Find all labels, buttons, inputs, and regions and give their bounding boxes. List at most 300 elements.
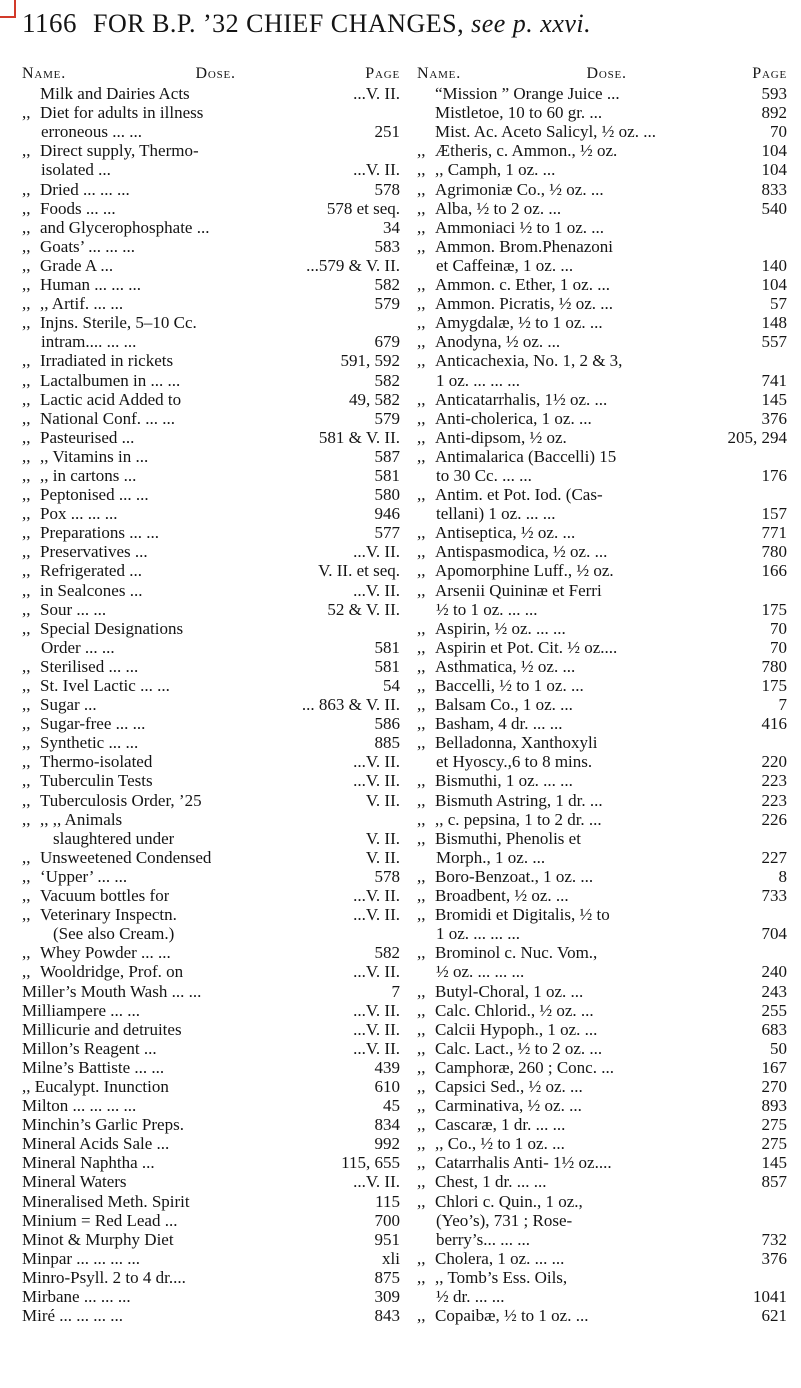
ditto-mark: ,, bbox=[22, 255, 31, 275]
index-entry bbox=[417, 1077, 787, 1096]
entry-text: Veterinary Inspectn. bbox=[40, 905, 177, 925]
index-entry bbox=[417, 771, 787, 790]
entry-page-ref: xli bbox=[382, 1248, 400, 1268]
entry-text: Dried ... ... ... bbox=[40, 179, 130, 199]
ditto-mark: ,, bbox=[417, 427, 426, 447]
entry-page-ref: 104 bbox=[761, 275, 787, 295]
entry-text: Cholera, 1 oz. ... ... bbox=[435, 1248, 565, 1268]
entry-text: ,, c. pepsina, 1 to 2 dr. ... bbox=[435, 809, 602, 829]
header-title: FOR B.P. ’32 CHIEF CHANGES, bbox=[93, 9, 472, 38]
entry-page-ref: 581 bbox=[374, 656, 400, 676]
index-entry bbox=[22, 1191, 400, 1210]
entry-text: Minium = Red Lead ... bbox=[22, 1210, 178, 1230]
ditto-mark: ,, bbox=[417, 1019, 426, 1039]
entry-text: berry’s... ... ... bbox=[436, 1229, 530, 1249]
entry-page-ref: 175 bbox=[761, 599, 787, 619]
entry-text: Bromidi et Digitalis, ½ to bbox=[435, 905, 610, 925]
entry-text: Antispasmodica, ½ oz. ... bbox=[435, 542, 608, 562]
entry-page-ref: 843 bbox=[374, 1306, 400, 1326]
index-entry bbox=[417, 275, 787, 294]
index-entry bbox=[22, 390, 400, 409]
ditto-mark: ,, bbox=[417, 236, 426, 256]
index-entry bbox=[22, 370, 400, 389]
ditto-mark: ,, bbox=[22, 599, 31, 619]
entry-text: St. Ivel Lactic ... ... bbox=[40, 676, 170, 695]
entry-page-ref: 683 bbox=[761, 1019, 787, 1039]
index-entry bbox=[22, 332, 400, 351]
ditto-mark: ,, bbox=[22, 943, 31, 963]
entry-text: 1 oz. ... ... ... bbox=[436, 924, 521, 944]
entry-text: to 30 Cc. ... ... bbox=[436, 465, 532, 485]
entry-text: Capsici Sed., ½ oz. ... bbox=[435, 1076, 583, 1096]
index-entry bbox=[417, 390, 787, 409]
entry-text: Pox ... ... ... bbox=[40, 504, 118, 524]
entry-text: Sugar-free ... ... bbox=[40, 714, 146, 734]
ditto-mark: ,, bbox=[417, 351, 426, 371]
index-entry bbox=[417, 600, 787, 619]
ditto-mark: ,, bbox=[22, 656, 31, 676]
ditto-mark: ,, bbox=[22, 905, 31, 925]
index-entry bbox=[417, 886, 787, 905]
entry-page-ref: 270 bbox=[761, 1076, 787, 1096]
entry-text: Direct supply, Thermo- bbox=[40, 141, 199, 161]
index-entry bbox=[22, 867, 400, 886]
ditto-mark: ,, bbox=[22, 485, 31, 505]
entry-text: isolated ... bbox=[41, 160, 111, 180]
entry-page-ref: 583 bbox=[374, 236, 400, 256]
entry-page-ref: 700 bbox=[374, 1210, 400, 1230]
ditto-mark: ,, bbox=[417, 1000, 426, 1020]
ditto-mark: ,, bbox=[22, 809, 31, 829]
ditto-mark: ,, bbox=[417, 160, 426, 180]
ditto-mark: ,, bbox=[22, 351, 31, 371]
index-entry bbox=[417, 1287, 787, 1306]
index-entry bbox=[417, 160, 787, 179]
entry-text: Minpar ... ... ... ... bbox=[22, 1248, 141, 1268]
ditto-mark: ,, bbox=[417, 198, 426, 218]
entry-text: Carminativa, ½ oz. ... bbox=[435, 1096, 582, 1116]
entry-text: Preservatives ... bbox=[40, 542, 148, 562]
index-entry bbox=[417, 867, 787, 886]
entry-page-ref: 578 bbox=[374, 179, 400, 199]
entry-page-ref: 578 et seq. bbox=[326, 198, 400, 218]
entry-page-ref: 167 bbox=[761, 1057, 787, 1077]
entry-page-ref: 593 bbox=[761, 84, 787, 104]
entry-page-ref: 540 bbox=[761, 198, 787, 218]
index-entry bbox=[22, 84, 400, 103]
index-entry bbox=[22, 294, 400, 313]
index-entry bbox=[417, 790, 787, 809]
index-entry bbox=[417, 466, 787, 485]
entry-text: Calc. Lact., ½ to 2 oz. ... bbox=[435, 1038, 603, 1058]
entry-text: Mineral Naphtha ... bbox=[22, 1153, 155, 1173]
index-entry bbox=[22, 924, 400, 943]
ditto-mark: ,, bbox=[417, 905, 426, 925]
ditto-mark: ,, bbox=[417, 294, 426, 314]
index-entry bbox=[417, 1172, 787, 1191]
index-entry bbox=[22, 1001, 400, 1020]
entry-page-ref: 255 bbox=[761, 1000, 787, 1020]
entry-page-ref: 140 bbox=[761, 255, 787, 275]
index-entry bbox=[417, 84, 787, 103]
ditto-mark: ,, bbox=[22, 886, 31, 906]
index-entry bbox=[22, 638, 400, 657]
entry-page-ref: 70 bbox=[770, 122, 787, 142]
ditto-mark: ,, bbox=[22, 217, 31, 237]
entry-page-ref: 951 bbox=[374, 1229, 400, 1249]
entry-page-ref: 621 bbox=[761, 1306, 787, 1326]
ditto-mark: ,, bbox=[22, 389, 31, 409]
entry-text: Mirbane ... ... ... bbox=[22, 1287, 131, 1306]
entry-page-ref: 376 bbox=[761, 408, 787, 428]
ditto-mark: ,, bbox=[22, 313, 31, 333]
entry-page-ref: 582 bbox=[374, 275, 400, 295]
entry-text: Morph., 1 oz. ... bbox=[436, 847, 546, 867]
entry-text: Catarrhalis Anti- 1½ oz.... bbox=[435, 1153, 612, 1173]
index-entry bbox=[417, 313, 787, 332]
ditto-mark: ,, bbox=[22, 141, 31, 161]
ditto-mark: ,, bbox=[417, 886, 426, 906]
index-entry bbox=[417, 237, 787, 256]
entry-text: Camphoræ, 260 ; Conc. ... bbox=[435, 1057, 614, 1077]
column-header-dose: Dose. bbox=[195, 65, 236, 82]
column-header-dose: Dose. bbox=[586, 65, 627, 82]
index-entry bbox=[417, 619, 787, 638]
ditto-mark: ,, bbox=[417, 542, 426, 562]
column-header-page: Page bbox=[365, 65, 400, 82]
ditto-mark: ,, bbox=[417, 1306, 426, 1326]
index-entry bbox=[22, 600, 400, 619]
ditto-mark: ,, bbox=[417, 866, 426, 886]
index-entry bbox=[417, 428, 787, 447]
entry-page-ref: 946 bbox=[374, 504, 400, 524]
entry-page-ref: 275 bbox=[761, 1115, 787, 1135]
entry-page-ref: 586 bbox=[374, 714, 400, 734]
index-entry bbox=[22, 962, 400, 981]
index-entry bbox=[417, 1115, 787, 1134]
index-entry bbox=[417, 905, 787, 924]
entry-page-ref: 104 bbox=[761, 160, 787, 180]
entry-text: Mineralised Meth. Spirit bbox=[22, 1191, 190, 1211]
index-entry bbox=[417, 1134, 787, 1153]
index-entry bbox=[417, 351, 787, 370]
column-header-name: Name. bbox=[417, 65, 461, 82]
entry-page-ref: 57 bbox=[770, 294, 787, 314]
ditto-mark: ,, bbox=[22, 752, 31, 772]
entry-text: Mist. Ac. Aceto Salicyl, ½ oz. ... bbox=[435, 122, 656, 142]
index-entry bbox=[417, 829, 787, 848]
entry-text: Millon’s Reagent ... bbox=[22, 1038, 157, 1058]
ditto-mark: ,, bbox=[417, 676, 426, 695]
entry-page-ref: 833 bbox=[761, 179, 787, 199]
index-entry bbox=[417, 1058, 787, 1077]
index-entry bbox=[22, 122, 400, 141]
entry-page-ref: 275 bbox=[761, 1134, 787, 1154]
index-entry bbox=[22, 733, 400, 752]
entry-page-ref: 780 bbox=[761, 542, 787, 562]
index-entry bbox=[22, 1153, 400, 1172]
page-corner-mark bbox=[0, 0, 16, 18]
index-entry bbox=[417, 141, 787, 160]
entry-page-ref: 226 bbox=[761, 809, 787, 829]
entry-page-ref: ...579 & V. II. bbox=[306, 255, 400, 275]
entry-text: Bismuthi, 1 oz. ... ... bbox=[435, 771, 573, 791]
ditto-mark: ,, bbox=[22, 198, 31, 218]
entry-page-ref: 582 bbox=[374, 370, 400, 390]
entry-text: Sugar ... bbox=[40, 695, 97, 715]
ditto-mark: ,, bbox=[417, 313, 426, 333]
index-entry bbox=[417, 1001, 787, 1020]
entry-page-ref: 679 bbox=[374, 332, 400, 352]
entry-text: Vacuum bottles for bbox=[40, 886, 170, 906]
index-entries bbox=[417, 84, 787, 1325]
ditto-mark: ,, bbox=[22, 103, 31, 123]
ditto-mark: ,, bbox=[417, 809, 426, 829]
ditto-mark: ,, bbox=[22, 427, 31, 447]
entry-text: Irradiated in rickets bbox=[40, 351, 174, 371]
entry-page-ref: V. II. bbox=[365, 790, 400, 810]
index-entry bbox=[417, 676, 787, 695]
entry-text: Human ... ... ... bbox=[40, 275, 142, 295]
index-entry bbox=[417, 733, 787, 752]
entry-text: Mistletoe, 10 to 60 gr. ... bbox=[435, 103, 603, 123]
entry-page-ref: ...V. II. bbox=[353, 905, 400, 925]
index-entry bbox=[417, 981, 787, 1000]
entry-text: Chest, 1 dr. ... ... bbox=[435, 1172, 547, 1192]
ditto-mark: ,, bbox=[417, 1191, 426, 1211]
entry-text: Tuberculosis Order, ’25 bbox=[40, 790, 202, 810]
index-entry bbox=[417, 810, 787, 829]
entry-text: Asthmatica, ½ oz. ... bbox=[435, 656, 576, 676]
entry-text: ½ to 1 oz. ... ... bbox=[436, 599, 538, 619]
entry-page-ref: 7 bbox=[778, 695, 787, 715]
entry-page-ref: 176 bbox=[761, 465, 787, 485]
entry-page-ref: 581 bbox=[374, 465, 400, 485]
index-entry bbox=[22, 1230, 400, 1249]
index-entry bbox=[22, 1249, 400, 1268]
entry-text: ½ dr. ... ... bbox=[436, 1287, 505, 1306]
entry-page-ref: ...V. II. bbox=[353, 886, 400, 906]
index-entry bbox=[22, 1268, 400, 1287]
column-header bbox=[417, 64, 787, 84]
entry-page-ref: 741 bbox=[761, 370, 787, 390]
column-header bbox=[22, 64, 400, 84]
ditto-mark: ,, bbox=[417, 332, 426, 352]
ditto-mark: ,, bbox=[417, 389, 426, 409]
index-entry bbox=[22, 619, 400, 638]
index-entry bbox=[417, 1230, 787, 1249]
entry-text: Peptonised ... ... bbox=[40, 485, 149, 505]
index-entry bbox=[22, 542, 400, 561]
entry-text: Miré ... ... ... ... bbox=[22, 1306, 124, 1326]
index-entry bbox=[417, 943, 787, 962]
entry-text: Copaibæ, ½ to 1 oz. ... bbox=[435, 1306, 589, 1326]
entry-text: Boro-Benzoat., 1 oz. ... bbox=[435, 866, 594, 886]
entry-page-ref: 416 bbox=[761, 714, 787, 734]
entry-page-ref: ...V. II. bbox=[353, 1038, 400, 1058]
entry-text: Ammoniaci ½ to 1 oz. ... bbox=[435, 217, 605, 237]
entry-text: Calcii Hypoph., 1 oz. ... bbox=[435, 1019, 598, 1039]
entry-page-ref: 52 & V. II. bbox=[327, 599, 400, 619]
ditto-mark: ,, bbox=[417, 637, 426, 657]
entry-page-ref: ...V. II. bbox=[353, 1019, 400, 1039]
ditto-mark: ,, bbox=[417, 217, 426, 237]
right-column bbox=[417, 64, 787, 1325]
index-entry bbox=[417, 561, 787, 580]
ditto-mark: ,, bbox=[417, 1057, 426, 1077]
index-entry bbox=[22, 275, 400, 294]
entry-page-ref: 54 bbox=[383, 676, 400, 695]
index-entry bbox=[417, 332, 787, 351]
index-entry bbox=[417, 848, 787, 867]
ditto-mark: ,, bbox=[417, 981, 426, 1001]
index-entry bbox=[22, 1096, 400, 1115]
ditto-mark: ,, bbox=[417, 485, 426, 505]
entry-text: Anodyna, ½ oz. ... bbox=[435, 332, 561, 352]
index-entry bbox=[417, 1096, 787, 1115]
entry-page-ref: 733 bbox=[761, 886, 787, 906]
index-entry bbox=[22, 141, 400, 160]
column-header-page: Page bbox=[752, 65, 787, 82]
index-entry bbox=[22, 237, 400, 256]
entry-text: (Yeo’s), 731 ; Rose- bbox=[436, 1210, 573, 1230]
index-entry bbox=[22, 943, 400, 962]
index-entry bbox=[417, 294, 787, 313]
ditto-mark: ,, bbox=[417, 656, 426, 676]
index-entry bbox=[22, 179, 400, 198]
entry-text: Ammon. Picratis, ½ oz. ... bbox=[435, 294, 614, 314]
entry-page-ref: 223 bbox=[761, 790, 787, 810]
ditto-mark: ,, bbox=[417, 1096, 426, 1116]
ditto-mark: ,, bbox=[22, 580, 31, 600]
ditto-mark: ,, bbox=[417, 733, 426, 753]
entry-page-ref: 70 bbox=[770, 618, 787, 638]
index-entry bbox=[417, 924, 787, 943]
ditto-mark: ,, bbox=[22, 962, 31, 982]
entry-page-ref: ...V. II. bbox=[353, 771, 400, 791]
entry-text: Bismuth Astring, 1 dr. ... bbox=[435, 790, 603, 810]
ditto-mark: ,, bbox=[417, 1153, 426, 1173]
entry-page-ref: 580 bbox=[374, 485, 400, 505]
entry-text: Chlori c. Quin., 1 oz., bbox=[435, 1191, 583, 1211]
entry-page-ref: ...V. II. bbox=[353, 1172, 400, 1192]
entry-page-ref: 205, 294 bbox=[727, 427, 787, 447]
entry-text: tellani) 1 oz. ... ... bbox=[436, 504, 556, 524]
entry-text: ½ oz. ... ... ... bbox=[436, 962, 525, 982]
index-entry bbox=[22, 771, 400, 790]
index-entry bbox=[22, 848, 400, 867]
index-entry bbox=[22, 351, 400, 370]
index-entry bbox=[417, 714, 787, 733]
index-entry bbox=[417, 103, 787, 122]
entry-text: in Sealcones ... bbox=[40, 580, 143, 600]
index-entry bbox=[417, 504, 787, 523]
entry-text: Cascaræ, 1 dr. ... ... bbox=[435, 1115, 566, 1135]
entry-page-ref: 309 bbox=[374, 1287, 400, 1306]
index-entry bbox=[22, 485, 400, 504]
entry-text: Goats’ ... ... ... bbox=[40, 236, 136, 256]
entry-page-ref: 34 bbox=[383, 217, 400, 237]
left-column bbox=[22, 64, 400, 1325]
ditto-mark: ,, bbox=[417, 1267, 426, 1287]
entry-text: et Hyoscy.,6 to 8 mins. bbox=[436, 752, 593, 772]
entry-text: Butyl-Choral, 1 oz. ... bbox=[435, 981, 584, 1001]
entry-page-ref: 50 bbox=[770, 1038, 787, 1058]
entry-text: ,, Co., ½ to 1 oz. ... bbox=[435, 1134, 565, 1154]
index-entry bbox=[22, 676, 400, 695]
entry-text: ,, Artif. ... ... bbox=[40, 294, 124, 314]
entry-text: Refrigerated ... bbox=[40, 561, 142, 581]
ditto-mark: ,, bbox=[417, 408, 426, 428]
ditto-mark: ,, bbox=[22, 790, 31, 810]
entry-text: Antimalarica (Baccelli) 15 bbox=[435, 446, 617, 466]
index-entry bbox=[22, 1134, 400, 1153]
entry-text: Calc. Chlorid., ½ oz. ... bbox=[435, 1000, 594, 1020]
ditto-mark: ,, bbox=[22, 771, 31, 791]
entry-text: ,, in cartons ... bbox=[40, 465, 137, 485]
ditto-mark: ,, bbox=[22, 618, 31, 638]
entry-text: Whey Powder ... ... bbox=[40, 943, 171, 963]
entry-page-ref: 175 bbox=[761, 676, 787, 695]
entry-text: Milton ... ... ... ... bbox=[22, 1096, 137, 1116]
entry-text: and Glycerophosphate ... bbox=[40, 217, 210, 237]
entry-page-ref: 771 bbox=[761, 523, 787, 543]
entry-text: Lactalbumen in ... ... bbox=[40, 370, 181, 390]
index-entry bbox=[417, 1153, 787, 1172]
index-entry bbox=[417, 1039, 787, 1058]
entry-text: Special Designations bbox=[40, 618, 184, 638]
ditto-mark: ,, bbox=[417, 695, 426, 715]
entry-text: Synthetic ... ... bbox=[40, 733, 139, 753]
ditto-mark: ,, bbox=[417, 1076, 426, 1096]
entry-text: erroneous ... ... bbox=[41, 122, 143, 142]
entry-page-ref: ...V. II. bbox=[353, 752, 400, 772]
entry-text: Miller’s Mouth Wash ... ... bbox=[22, 981, 202, 1001]
index-entry bbox=[22, 981, 400, 1000]
index-entry bbox=[417, 962, 787, 981]
ditto-mark: ,, bbox=[417, 580, 426, 600]
index-entry bbox=[22, 752, 400, 771]
ditto-mark: ,, bbox=[417, 714, 426, 734]
entry-text: Aspirin, ½ oz. ... ... bbox=[435, 618, 566, 638]
ditto-mark: ,, bbox=[22, 446, 31, 466]
entry-text: Thermo-isolated bbox=[40, 752, 153, 772]
index-entry bbox=[22, 695, 400, 714]
ditto-mark: ,, bbox=[417, 1248, 426, 1268]
index-entries bbox=[22, 84, 400, 1325]
entry-text: Minro-Psyll. 2 to 4 dr.... bbox=[22, 1267, 186, 1287]
ditto-mark: ,, bbox=[417, 275, 426, 295]
index-entry bbox=[22, 790, 400, 809]
entry-text: slaughtered under bbox=[53, 828, 175, 848]
entry-text: ‘Upper’ ... ... bbox=[40, 866, 128, 886]
entry-page-ref: V. II. bbox=[365, 847, 400, 867]
index-entry bbox=[417, 752, 787, 771]
ditto-mark: ,, bbox=[417, 179, 426, 199]
entry-text: Foods ... ... bbox=[40, 198, 116, 218]
entry-text: ,, Vitamins in ... bbox=[40, 446, 149, 466]
entry-page-ref: 579 bbox=[374, 408, 400, 428]
entry-page-ref: 166 bbox=[761, 561, 787, 581]
entry-text: et Caffeinæ, 1 oz. ... bbox=[436, 255, 574, 275]
ditto-mark: ,, bbox=[417, 446, 426, 466]
entry-page-ref: 732 bbox=[761, 1229, 787, 1249]
entry-text: intram.... ... ... bbox=[41, 332, 137, 352]
index-entry bbox=[417, 638, 787, 657]
entry-text: Mineral Waters bbox=[22, 1172, 127, 1192]
index-entry bbox=[22, 1211, 400, 1230]
index-entry bbox=[22, 409, 400, 428]
